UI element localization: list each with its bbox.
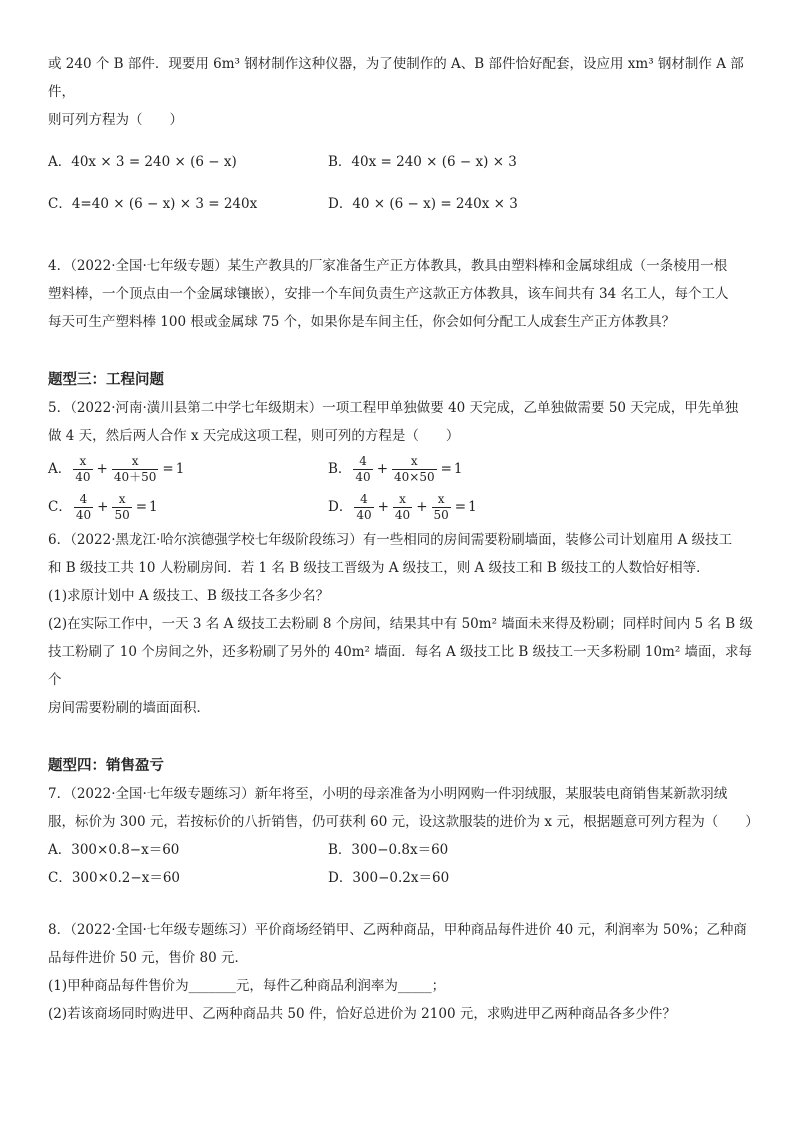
q6-stem-line2: 和 B 级技工共 10 人粉刷房间．若 1 名 B 级技工晋级为 A 级技工，则 A 级技工和 B 级技工的人数恰好相等．	[48, 560, 710, 576]
q4-stem-line2: 塑料棒，一个顶点由一个金属球镶嵌），安排一个车间负责生产这款正方体教具，该车间共有 34 名工人，每个工人	[48, 286, 729, 302]
worksheet-page	[48, 50, 759, 1028]
q7-option-a[interactable]: A． 300×0.8−x＝60	[48, 842, 180, 858]
fraction: $\frac{4}{40}$	[355, 453, 371, 484]
fraction: $\frac{x}{40}$	[75, 453, 91, 484]
fraction: $\frac{x}{40}$	[394, 491, 411, 522]
q5-stem-line1: 5．（2022·河南·潢川县第二中学七年级期末）一项工程甲单独做要 40 天完成，乙单独做需要 50 天完成，甲先单独	[48, 400, 739, 416]
q6-part2-line2: 技工粉刷了 10 个房间之外，还多粉刷了另外的 40m² 墙面．每名 A 级技工比 B 级技工一天多粉刷 10m² 墙面，求每个	[48, 644, 753, 688]
fraction: $\frac{4}{40}$	[356, 491, 372, 522]
q5-options	[48, 450, 753, 526]
section-heading-engineering: 题型三：工程问题	[48, 371, 164, 388]
q6-part2-line3: 房间需要粉刷的墙面面积．	[48, 700, 210, 716]
fraction: $\frac{x}{40\times 50}$	[394, 453, 435, 484]
q3-stem-line1: 或 240 个 B 部件．现要用 6m³ 钢材制作这种仪器，为了使制作的 A、B 部件恰好配套，设应用 xm³ 钢材制作 A 部件，	[48, 56, 744, 100]
q6-stem-line1: 6．（2022·黑龙江·哈尔滨德强学校七年级阶段练习）有一些相同的房间需要粉刷墙面，装修公司计划雇用 A 级技工	[48, 532, 733, 548]
q3-option-a[interactable]: A． 40x × 3 = 240 × (6 − x)	[48, 154, 237, 170]
q7-option-c[interactable]: C． 300×0.2−x＝60	[48, 870, 180, 886]
q6-part2-line1: (2)在实际工作中，一天 3 名 A 级技工去粉刷 8 个房间，结果其中有 50m² 墙面未来得及粉刷；同样时间内 5 名 B 级	[48, 616, 753, 632]
q4-stem-line1: 4．（2022·全国·七年级专题）某生产教具的厂家准备生产正方体教具，教具由塑料棒和金属球组成（一条棱用一根	[48, 258, 728, 274]
q3-option-b[interactable]: B． 40x = 240 × (6 − x) × 3	[328, 154, 517, 170]
q5-option-c[interactable]: C． $\frac{4}{40}$ + $\frac{x}{50}$ = 1	[48, 491, 158, 522]
fraction: $\frac{x}{50}$	[433, 491, 449, 522]
q4-stem-line3: 每天可生产塑料棒 100 根或金属球 75 个，如果你是车间主任，你会如何分配工人成套生产正方体教具？	[48, 314, 676, 330]
q7-option-b[interactable]: B． 300−0.8x＝60	[328, 842, 449, 858]
q8-stem-line1: 8．（2022·全国·七年级专题练习）平价商场经销甲、乙两种商品，甲种商品每件进价 40 元，利润率为 50%；乙种商	[48, 922, 747, 938]
fraction: $\frac{x}{40+50}$	[113, 453, 157, 484]
q7-option-d[interactable]: D． 300−0.2x＝60	[328, 870, 450, 886]
q5-stem-line2: 做 4 天，然后两人合作 x 天完成这项工程，则可列的方程是（ ）	[48, 428, 460, 444]
q5-option-a[interactable]: A． $\frac{x}{40}$ + $\frac{x}{40+50}$ = 1	[48, 453, 185, 484]
q8-stem-line2: 品每件进价 50 元，售价 80 元．	[48, 950, 249, 966]
section-heading-sales: 题型四：销售盈亏	[48, 757, 164, 774]
q3-option-d[interactable]: D． 40 × (6 − x) = 240x × 3	[328, 196, 518, 212]
q7-stem-line2: 服，标价为 300 元，若按标价的八折销售，仍可获利 60 元，设这款服装的进价为 x 元，根据题意可列方程为（ ）	[48, 814, 759, 830]
fraction: $\frac{x}{50}$	[114, 491, 130, 522]
q6-part1: (1)求原计划中 A 级技工、B 级技工各多少名？	[48, 588, 330, 604]
q3-option-c[interactable]: C． 4=40 × (6 − x) × 3 = 240x	[48, 196, 258, 212]
q5-option-b[interactable]: B． $\frac{4}{40}$ + $\frac{x}{40\times 50}$ = 1	[328, 453, 463, 484]
q5-option-d[interactable]: D． $\frac{4}{40}$ + $\frac{x}{40}$ + $\frac{x}{50}$ = 1	[328, 491, 477, 522]
q3-stem-line2: 则可列方程为（ ）	[48, 112, 183, 128]
q8-part2: (2)若该商场同时购进甲、乙两种商品共 50 件，恰好总进价为 2100 元，求购进甲乙两种商品各多少件？	[48, 1006, 676, 1022]
q7-stem-line1: 7．（2022·全国·七年级专题练习）新年将至，小明的母亲准备为小明网购一件羽绒服，某服装电商销售某新款羽绒	[48, 786, 728, 802]
q7-options	[48, 836, 753, 892]
q3-options	[48, 148, 753, 176]
q8-part1: (1)甲种商品每件售价为_______元，每件乙种商品利润率为_____；	[48, 978, 446, 994]
fraction: $\frac{4}{40}$	[75, 491, 92, 522]
